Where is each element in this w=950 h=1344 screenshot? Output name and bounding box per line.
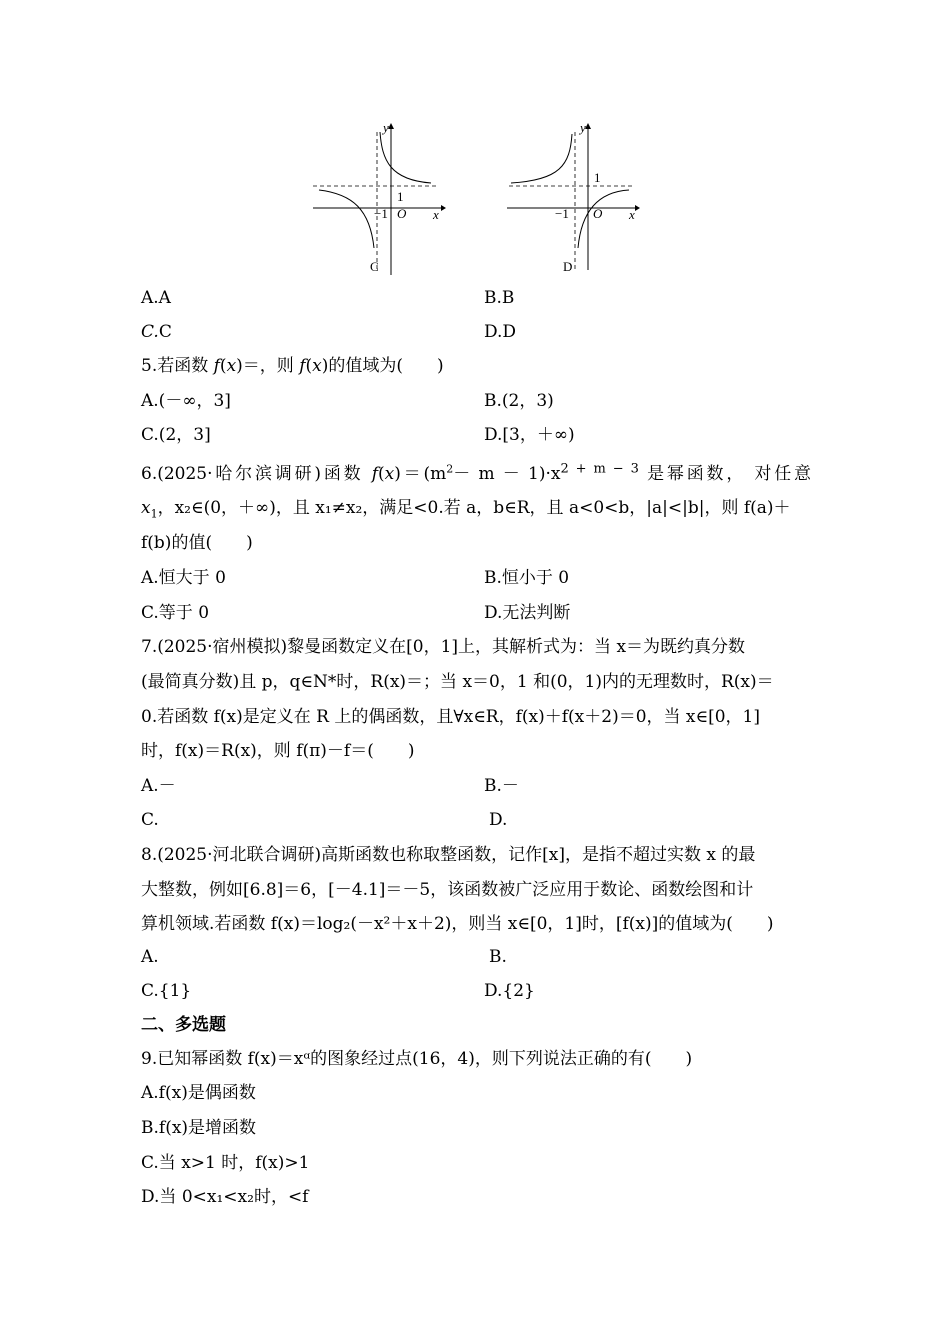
q6-l1d: － m － 1)·x	[453, 464, 561, 484]
q5-stem-prefix: 5.若函数	[141, 356, 214, 376]
graph-d-origin-label: O	[593, 206, 603, 221]
q8-option-a[interactable]: A.	[141, 947, 159, 967]
q6-stem-line-3: f(b)的值( )	[141, 533, 253, 553]
q4-option-b[interactable]: B.B	[484, 288, 515, 308]
q6-option-c[interactable]: C.等于 0	[141, 603, 210, 623]
q6-options-row-2	[141, 602, 811, 624]
q5-options-row-2	[141, 424, 811, 446]
q5-stem: 5.若函数 f(x)＝，则 f(x)的值域为( )	[141, 356, 444, 376]
graph-c-one-label: 1	[397, 189, 404, 204]
q8-stem-line-1: 8.(2025·河北联合调研)高斯函数也称取整函数，记作[x]，是指不超过实数 x 的最	[141, 845, 756, 865]
graph-d-minus-one-label: −1	[555, 206, 569, 221]
graph-c-caption: C	[370, 259, 379, 274]
q5-option-a[interactable]: A.(－∞，3]	[141, 391, 231, 411]
q5-x: x	[226, 356, 237, 376]
q5-stem-mid: )＝，则	[236, 356, 300, 376]
q6-option-d[interactable]: D.无法判断	[484, 603, 571, 623]
q8-option-b[interactable]: B.	[489, 947, 507, 967]
q4-option-c-text: C	[158, 322, 172, 342]
q7-options-row-1	[141, 775, 811, 797]
graph-d-svg	[505, 120, 645, 280]
q8-stem-line-3: 算机领域.若函数 f(x)＝log₂(－x²＋x＋2)，则当 x∈[0，1]时，[f(x)]的值域为( )	[141, 914, 774, 934]
q9-option-b[interactable]: B.f(x)是增函数	[141, 1118, 257, 1138]
graph-c-x-label: x	[433, 207, 439, 222]
q6-l1c: (m	[423, 464, 447, 484]
curve-right-branch	[380, 132, 431, 183]
q6-l1b: 函数	[321, 464, 372, 484]
q6-l1f: 是幂函数， 对任意	[638, 464, 812, 484]
q7-stem-line-4: 时，f(x)＝R(x)，则 f(π)－f＝( )	[141, 741, 415, 761]
graph-d-one-label: 1	[594, 170, 601, 185]
graph-c-minus-one-label: −1	[374, 206, 388, 221]
x-axis-arrow	[635, 205, 640, 211]
q8-options-row-2	[141, 980, 811, 1002]
q8-option-d[interactable]: D.{2}	[484, 981, 535, 1001]
q6-stem-line-1: 6.(2025·哈尔滨调研)函数 $f(x)=(m^2- m - 1)\cdot x^{2 + m - 3}$ 是幂函数， 对任意	[141, 461, 812, 484]
q7-option-a[interactable]: A.－	[141, 776, 176, 796]
q4-option-a[interactable]: A.A	[141, 288, 171, 308]
graph-c-y-label: y	[383, 120, 389, 135]
q9-option-a[interactable]: A.f(x)是偶函数	[141, 1083, 256, 1103]
section-heading-multiple-choice: 二、多选题	[141, 1015, 226, 1035]
curve-right-branch	[578, 190, 629, 248]
curve-left-branch	[319, 190, 374, 248]
q7-option-b[interactable]: B.－	[484, 776, 519, 796]
q6-options-row-1	[141, 567, 811, 589]
q5-f: f	[213, 356, 220, 376]
graph-d-x-label: x	[629, 207, 635, 222]
q7-stem-line-2: (最简真分数)且 p，q∈N*时，R(x)＝；当 x＝0，1 和(0，1)内的无理数时，R(x)＝	[141, 672, 774, 692]
q7-stem-line-1: 7.(2025·宿州模拟)黎曼函数定义在[0，1]上，其解析式为：当 x＝为既约真分数	[141, 637, 746, 657]
q7-options-row-2	[141, 809, 811, 831]
q6-option-a[interactable]: A.恒大于 0	[141, 568, 226, 588]
q7-option-c[interactable]: C.	[141, 810, 159, 830]
q6-source: 6.(2025·哈尔滨调研)	[141, 464, 322, 484]
q9-option-d[interactable]: D.当 0<x₁<x₂时，<f	[141, 1187, 309, 1207]
q5-option-c[interactable]: C.(2，3]	[141, 425, 211, 445]
q8-stem-line-2: 大整数，例如[6.8]＝6，[－4.1]＝－5，该函数被广泛应用于数论、函数绘图和计	[141, 880, 754, 900]
q5-options-row-1	[141, 390, 811, 412]
q7-option-d[interactable]: D.	[489, 810, 508, 830]
q8-options-row-1	[141, 946, 811, 968]
graph-c-origin-label: O	[397, 206, 407, 221]
x-axis-arrow	[441, 205, 446, 211]
graph-d-y-label: y	[580, 120, 586, 135]
q5-option-d[interactable]: D.[3，＋∞)	[484, 425, 575, 445]
q8-option-c[interactable]: C.{1}	[141, 981, 192, 1001]
q4-options-row-2	[141, 321, 811, 343]
q6-option-b[interactable]: B.恒小于 0	[484, 568, 570, 588]
q5-stem-end: )的值域为( )	[321, 356, 444, 376]
q4-options-row-1	[141, 287, 811, 309]
graph-d-caption: D	[563, 259, 573, 274]
q4-option-c-letter: C.	[141, 322, 159, 342]
graph-d	[505, 120, 645, 280]
q6-l2: ，x₂∈(0，＋∞)，且 x₁≠x₂，满足<0.若 a，b∈R，且 a<0<b，|a|<|b|，则 f(a)＋	[157, 498, 791, 518]
q6-stem-line-2: $x_1$，x₂∈(0，＋∞)，且 x₁≠x₂，满足<0.若 a，b∈R，且 a<0<b，|a|<|b|，则 f(a)＋	[141, 498, 791, 521]
q9-option-c[interactable]: C.当 x>1 时，f(x)>1	[141, 1153, 310, 1173]
q9-stem: 9.已知幂函数 f(x)＝xᵅ的图象经过点(16，4)，则下列说法正确的有( )	[141, 1049, 693, 1069]
q4-option-c[interactable]	[141, 321, 172, 343]
q6-exponent: 2 + m − 3	[560, 461, 639, 477]
curve-left-branch	[511, 134, 572, 183]
q7-stem-line-3: 0.若函数 f(x)是定义在 R 上的偶函数，且∀x∈R，f(x)＋f(x＋2)＝0，当 x∈[0，1]	[141, 707, 760, 727]
q4-option-d[interactable]: D.D	[484, 322, 517, 342]
graph-c-svg	[305, 120, 445, 280]
graph-c	[305, 120, 445, 280]
q5-option-b[interactable]: B.(2，3)	[484, 391, 554, 411]
